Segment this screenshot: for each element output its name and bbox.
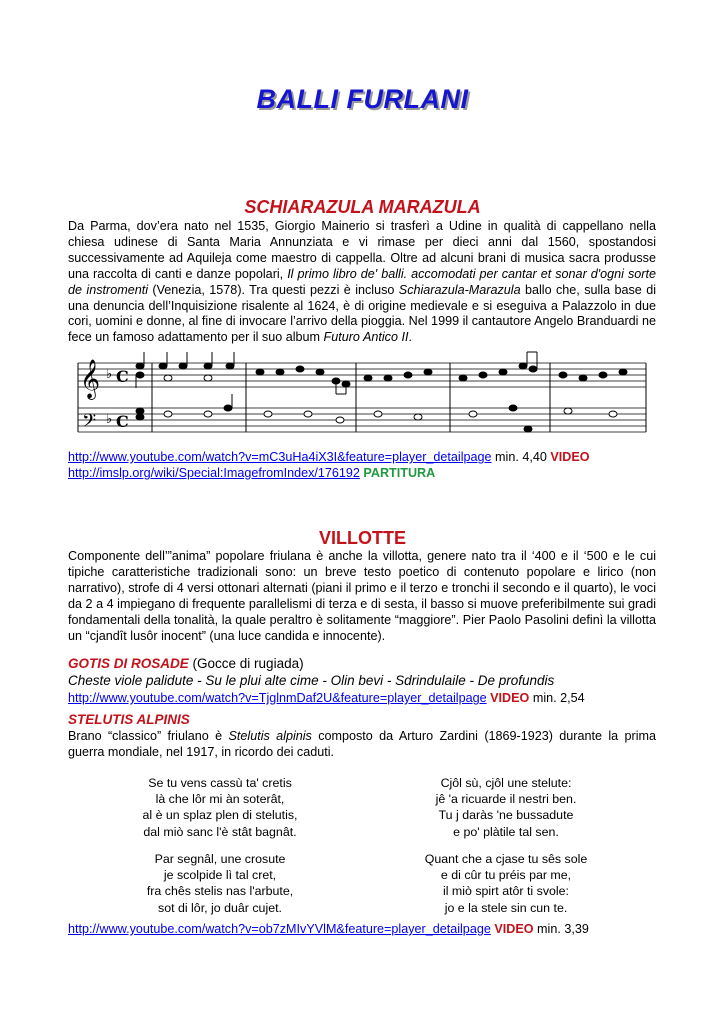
schiarazula-score-link[interactable]: http://imslp.org/wiki/Special:ImagefromIndex/176192 — [68, 466, 360, 480]
album-title: Futuro Antico II — [323, 330, 409, 345]
stelutis-title-inline: Stelutis alpinis — [228, 729, 312, 743]
music-score-image — [68, 348, 648, 443]
gotis-video-link[interactable]: http://www.youtube.com/watch?v=TjglnmDaf2U&feature=player_detailpage — [68, 691, 487, 705]
schiarazula-video-line — [68, 449, 590, 465]
verse-stanza-4: Quant che a cjase tu sês sole e di cûr tu préis par me, il miò spirt atôr ti svole: jo e la stele sin cun te. — [424, 852, 588, 915]
video-duration: min. 2,54 — [532, 691, 585, 705]
stelutis-video-line — [68, 921, 589, 937]
video-duration: min. 4,40 — [495, 450, 547, 464]
schiarazula-description: Da Parma, dov’era nato nel 1535, Giorgio Mainerio si trasferì a Udine in qualità di cappellano nella chiesa udinese di Santa Maria Annunziata e vi rimase per dieci anni dal 1560, spostandosi successivamente ad Aquileja come maestro di cappella. Oltre ad alcuni brani di musica sacra produsse una raccolta di canti e danze popolari, Il primo libro de' balli. accomodati per cantar et sonar d'ogni sorte de instromenti (Venezia, 1578). Tra questi pezzi è incluso Schiarazula-Marazula ballo che, sulla base di una denuncia dell’Inquisizione risalente al 1624, è di origine medievale e si eseguiva a Palazzolo in due cori, uomini e donne, al fine di invocare l’arrivo della pioggia. Nel 1999 il cantautore Angelo Branduardi ne fece un famoso adattamento per il suo album Futuro Antico II. — [68, 219, 656, 345]
bass-clef-icon: 𝄢 — [82, 411, 97, 436]
verse-stanza-3: Par segnâl, une crosute je scolpide lì tal cret, fra chês stelis nas l'arbute, sot di lôr, jo duâr cujet. — [146, 852, 294, 915]
stelutis-video-link[interactable]: http://www.youtube.com/watch?v=ob7zMIvYVlM&feature=player_detailpage — [68, 922, 491, 936]
stelutis-description: Brano “classico” friulano è Stelutis alpinis composto da Arturo Zardini (1869-1923) durante la prima guerra mondiale, nel 1917, in ricordo dei caduti. — [68, 729, 656, 759]
page-title: BALLI FURLANI — [256, 84, 469, 114]
villotte-description: Componente dell’”anima” popolare friulana è anche la villotta, genere nato tra il ‘400 e il ‘500 e le cui tipiche caratteristiche tradizionali sono: un breve testo poetico di contenuto popolare e lirico (non narrativo), strofe di 4 versi ottonari alternati (piani il primo e il terzo e tronchi il secondo e il quarto), le voci da 2 a 4 impiegano di frequente parallelismi di terza e di sesta, il basso si muove preferibilmente sui gradi fondamentali della tonalità, la quale peraltro è solitamente “maggiore”. Pier Paolo Pasolini definì la villotta un “cjandît lusôr inocent” (una luce candida e innocente). — [68, 549, 656, 643]
flat-icon: ♭ — [106, 367, 113, 382]
flat-icon: ♭ — [106, 412, 113, 427]
verse-stanza-2: Cjôl sù, cjôl une stelute: jê 'a ricuarde il nestri ben. Tu j daràs 'ne bussadute e po' plàtile tal sen. — [435, 776, 577, 839]
schiarazula-video-link[interactable]: http://www.youtube.com/watch?v=mC3uHa4iX3I&feature=player_detailpage — [68, 450, 492, 464]
schiarazula-score-line — [68, 465, 435, 481]
verse-stanza-1: Se tu vens cassù ta' cretis là che lôr mi àn soterât, al è un splaz plen di stelutis, dal miò sanc l'è stât bagnât. — [142, 776, 298, 839]
score-badge: PARTITURA — [363, 466, 436, 480]
piece-title: Schiarazula-Marazula — [398, 282, 521, 297]
video-badge: VIDEO — [494, 922, 534, 936]
time-signature-icon: C — [116, 367, 129, 386]
book-title: Il primo libro de' balli. accomodati per cantar et sonar d'ogni sorte de instromenti — [68, 266, 656, 297]
section-heading-villotte: VILLOTTE — [319, 528, 406, 548]
treble-clef-icon: 𝄞 — [80, 359, 101, 399]
song-title-gotis: GOTIS DI ROSADE (Gocce di rugiada) — [68, 656, 304, 671]
song-title-stelutis: STELUTIS ALPINIS — [68, 712, 190, 727]
song-subtitle-gotis: Cheste viole palidute - Su le plui alte cime - Olin bevi - Sdrindulaile - De profundis — [68, 673, 555, 688]
video-duration: min. 3,39 — [537, 922, 589, 936]
song-translation: (Gocce di rugiada) — [192, 656, 304, 671]
gotis-video-line — [68, 690, 585, 706]
video-badge: VIDEO — [490, 691, 530, 705]
time-signature-icon: C — [116, 412, 129, 431]
section-heading-schiarazula: SCHIARAZULA MARAZULA — [244, 197, 481, 217]
video-badge: VIDEO — [550, 450, 590, 464]
